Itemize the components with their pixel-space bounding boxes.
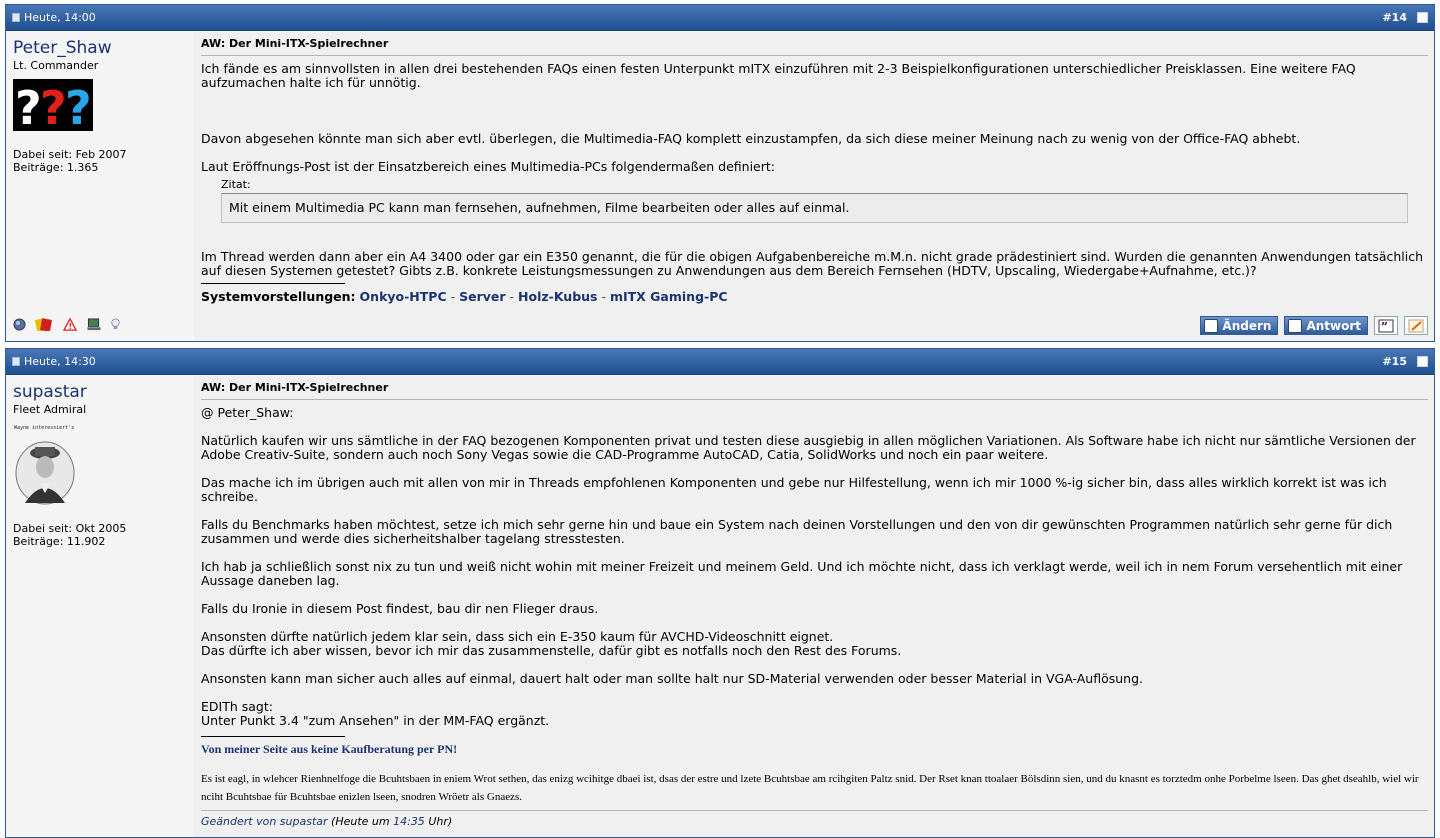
user-sidebar [6,376,194,837]
post-content [194,32,1434,341]
post-header [6,349,1434,375]
post-header [6,5,1434,31]
edited-when-post: Uhr) [428,815,453,828]
multiquote-checkbox[interactable] [1417,356,1428,367]
post-content [194,376,1434,837]
post-date: Heute, 14:00 [24,11,96,24]
post-title: AW: Der Mini-ITX-Spielrechner [201,381,1428,400]
signature-title: Von meiner Seite aus keine Kaufberatung per PN! [201,742,458,756]
post-paragraph: Falls du Benchmarks haben möchtest, setze ich mich sehr gerne hin und baue ein System nach deinen Vorstellungen und den von dir gewünschten Programmen natürlich sehr gerne für dich zusammen und werde dies sicherheitshalber tagelang stresstesten. [201,517,1393,546]
link-server[interactable]: Server [459,289,506,304]
post-icon [12,357,20,366]
post-icon [12,13,20,22]
signature-divider [201,283,345,284]
system-links [201,289,1428,304]
post-paragraph: Das dürfte ich aber wissen, bevor ich mir das zusammenstelle, dafür gibt es notfalls noch den Rest des Forums. [201,643,902,658]
username[interactable]: Peter_Shaw [13,38,112,58]
system-label: Systemvorstellungen: [201,289,356,304]
post-paragraph: Ich fände es am sinnvollsten in allen drei bestehenden FAQs einen festen Unterpunkt mITX einzuführen mit 2-3 Beispielkonfigurationen unterschiedlicher Preisklassen. Eine weitere FAQ aufzumachen halte ich für unnötig. [201,61,1356,90]
multiquote-checkbox[interactable] [1417,12,1428,23]
username[interactable]: supastar [13,382,87,402]
edited-note [201,810,1428,828]
multiquote-button[interactable] [1404,316,1428,335]
edited-by: Geändert von supastar [201,815,328,828]
svg-text:?: ? [65,81,92,131]
reply-button-label: Antwort [1306,318,1361,333]
post-title: AW: Der Mini-ITX-Spielrechner [201,37,1428,56]
signature-text: Es ist eagl, in wlehcer Rienhnelfoge die Bcuhtsbaen in eniem Wrot sethen, das enizg wcihitge dbaei ist, dsas der estre und lzete Bcuhtsbae am rcihgiten Paltz snid. Der Rset knan ttoalaer Bölsdinn sien, und du knasnt es torztedm onhe Porbelme lseen. Das ghet dseahlb, wiel wir nciht Bcuhtsbae für Bcuhtsbae enizlen lseen, snodren Wröetr als Gnaezs. [201,773,1419,803]
separator: - [450,289,456,304]
lightbulb-icon[interactable] [110,318,121,331]
post-date: Heute, 14:30 [24,355,96,368]
avatar [13,79,194,134]
svg-text:?: ? [15,81,42,131]
warning-icon[interactable] [62,318,78,331]
post-number[interactable]: #14 [1382,11,1407,24]
edit-icon [1204,319,1218,333]
edit-button-label: Ändern [1222,318,1272,333]
user-rank: Lt. Commander [13,59,99,72]
quote-icon [1378,319,1394,333]
post-number[interactable]: #15 [1382,355,1407,368]
post-paragraph: Falls du Ironie in diesem Post findest, bau dir nen Flieger draus. [201,601,599,616]
quote-button[interactable] [1374,316,1398,335]
post-paragraph: @ Peter_Shaw: [201,405,294,420]
post-paragraph: Laut Eröffnungs-Post ist der Einsatzbereich eines Multimedia-PCs folgendermaßen definiert: [201,159,775,174]
avatar-caption: Wayne interessiert's [14,425,75,431]
post-paragraph: Ich hab ja schließlich sonst nix zu tun und weiß nicht wohin mit meiner Freizeit und meinem Geld. Und ich möchte nicht, dass ich verklagt werde, weil ich in nem Forum versehentlich mit einer Aussage daneben lag. [201,559,1403,588]
quote-box: Mit einem Multimedia PC kann man fernsehen, aufnehmen, Filme bearbeiten oder alles auf einmal. [221,193,1408,223]
online-status-icon [13,318,26,331]
post-15 [5,348,1435,838]
post-paragraph: Unter Punkt 3.4 "zum Ansehen" in der MM-FAQ ergänzt. [201,713,550,728]
avatar [13,423,194,510]
separator: - [601,289,606,304]
user-rank: Fleet Admiral [13,403,87,416]
notepad-icon [1408,319,1424,333]
edited-time: 14:35 [393,815,425,828]
user-sidebar [6,32,194,341]
post-count: Beiträge: 1.365 [13,161,99,174]
post-count: Beiträge: 11.902 [13,535,106,548]
edited-when-pre: (Heute um [331,815,390,828]
computer-icon[interactable] [86,318,102,331]
link-holz-kubus[interactable]: Holz-Kubus [518,289,598,304]
post-actions [1200,316,1428,335]
post-paragraph: EDITh sagt: [201,699,273,714]
post-paragraph: Davon abgesehen könnte man sich aber evtl. überlegen, die Multimedia-FAQ komplett einzustampfen, da sich diese meiner Meinung nach zu wenig von der Office-FAQ abhebt. [201,131,1301,146]
join-date: Dabei seit: Okt 2005 [13,522,127,535]
link-mitx-gaming-pc[interactable]: mITX Gaming-PC [609,289,728,304]
quote-label: Zitat: [221,178,251,191]
link-onkyo-htpc[interactable]: Onkyo-HTPC [359,289,447,304]
edit-button[interactable] [1200,316,1278,335]
svg-text:?: ? [40,81,67,131]
reply-button[interactable] [1284,316,1368,335]
post-paragraph: Das mache ich im übrigen auch mit allen von mir in Threads empfohlenen Komponenten und gebe nur Hilfestellung, wenn ich mir 1000 %-ig sicher bin, dass alles wirklich korrekt ist was ich schreibe. [201,475,1387,504]
post-paragraph: Im Thread werden dann aber ein A4 3400 oder gar ein E350 genannt, die für die obigen Aufgabenbereiche m.M.n. nicht grade prädestiniert sind. Wurden die genannten Anwendungen tatsächlich auf diesen Systemen getestet? Gibts z.B. konkrete Leistungsmessungen zu Anwendungen aus dem Bereich Fernsehen (HDTV, Upscaling, Wiedergabe+Aufnahme, etc.)? [201,249,1424,278]
signature-divider [201,736,345,737]
separator: - [509,289,515,304]
post-paragraph: Ansonsten dürfte natürlich jedem klar sein, dass sich ein E-350 kaum für AVCHD-Videoschnitt eignet. [201,629,834,644]
join-date: Dabei seit: Feb 2007 [13,148,127,161]
reply-icon [1288,319,1302,333]
report-card-icon[interactable] [34,318,54,331]
post-paragraph: Ansonsten kann man sicher auch alles auf einmal, dauert halt oder man sollte halt nur SD-Material verwenden oder besser Material in VGA-Auflösung. [201,671,1144,686]
user-icons [13,318,121,331]
post-14 [5,4,1435,342]
svg-text:!: ! [68,321,73,331]
post-paragraph: Natürlich kaufen wir uns sämtliche in der FAQ bezogenen Komponenten privat und testen diese ausgiebig in allen möglichen Variationen. Als Software habe ich nicht nur sämtliche Versionen der Adobe Creativ-Suite, sondern auch noch Sony Vegas sowie die CAD-Programme AutoCAD, Catia, SolidWorks und noch ein paar weitere. [201,433,1416,462]
svg-text:”: ” [1381,319,1388,333]
